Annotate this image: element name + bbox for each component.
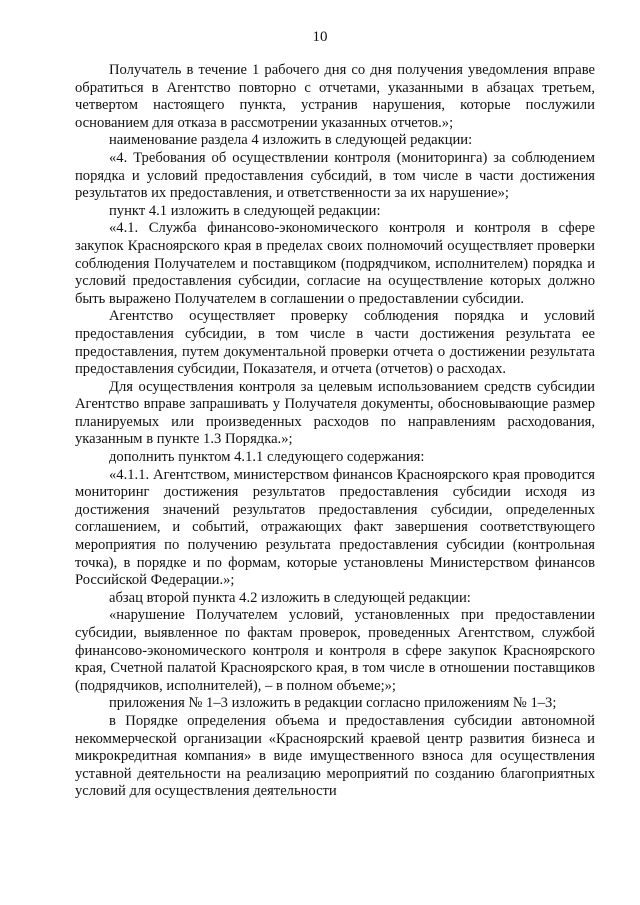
paragraph: «нарушение Получателем условий, установленных при предоставлении субсидии, выявленное по фактам проверок, проведенных Агентством, службой финансово-экономического контроля и контроля в сфере закупок Красноярского края, Счетной палатой Красноярского края, в том числе в отношении поставщиков (подрядчиков, исполнителей), – в полном объеме;»; (75, 607, 595, 694)
paragraph: Получатель в течение 1 рабочего дня со дня получения уведомления вправе обратиться в Агентство повторно с отчетами, указанными в абзацах третьем, четвертом настоящего пункта, устранив нарушения, которые послужили основанием для отказа в рассмотрении указанных отчетов.»; (75, 62, 595, 131)
document-body (75, 62, 595, 801)
paragraph: приложения № 1–3 изложить в редакции согласно приложениям № 1–3; (109, 695, 557, 712)
paragraph: пункт 4.1 изложить в следующей редакции: (109, 202, 381, 219)
page-number: 10 (312, 29, 328, 45)
paragraph: наименование раздела 4 изложить в следующей редакции: (109, 132, 473, 149)
paragraph: Для осуществления контроля за целевым использованием средств субсидии Агентство вправе запрашивать у Получателя документы, обосновывающие размер планируемых или произведенных расходов по направлениям расходования, указанным в пункте 1.3 Порядка.»; (75, 378, 595, 448)
paragraph: дополнить пунктом 4.1.1 следующего содержания: (109, 449, 425, 466)
paragraph: абзац второй пункта 4.2 изложить в следующей редакции: (109, 589, 471, 606)
paragraph: «4.1.1. Агентством, министерством финансов Красноярского края проводится мониторинг достижения результатов предоставления субсидии исходя из достижения значений результатов предоставления субсидии, определенных соглашением, и событий, отражающих факт завершения соответствующего мероприятия по получению результата предоставления субсидии (контрольная точка), в порядке и по формам, которые установлены Министерством финансов Российской Федерации.»; (75, 466, 595, 589)
paragraph: Агентство осуществляет проверку соблюдения порядка и условий предоставления субсидии, в том числе в части достижения результата ее предоставления, путем документальной проверки отчета о достижении результата предоставления субсидии, Показателя, и отчета (отчетов) о расходах. (75, 308, 595, 378)
paragraph: «4. Требования об осуществлении контроля (мониторинга) за соблюдением порядка и условий предоставления субсидий, в том числе в части достижения результатов их предоставления, и ответственности за их нарушение»; (75, 149, 595, 202)
paragraph: в Порядке определения объема и предоставления субсидии автономной некоммерческой организации «Красноярский краевой центр развития бизнеса и микрокредитная компания» в виде имущественного взноса для осуществления уставной деятельности на реализацию мероприятий по созданию благоприятных условий для осуществления деятельности (75, 712, 595, 800)
paragraph: «4.1. Служба финансово-экономического контроля и контроля в сфере закупок Красноярского края в пределах своих полномочий осуществляет проверки соблюдения Получателем и поставщиком (подрядчиком, исполнителем) порядка и условий предоставления субсидии, согласие на осуществление которых должно быть выражено Получателем в соглашении о предоставлении субсидии. (75, 220, 595, 307)
